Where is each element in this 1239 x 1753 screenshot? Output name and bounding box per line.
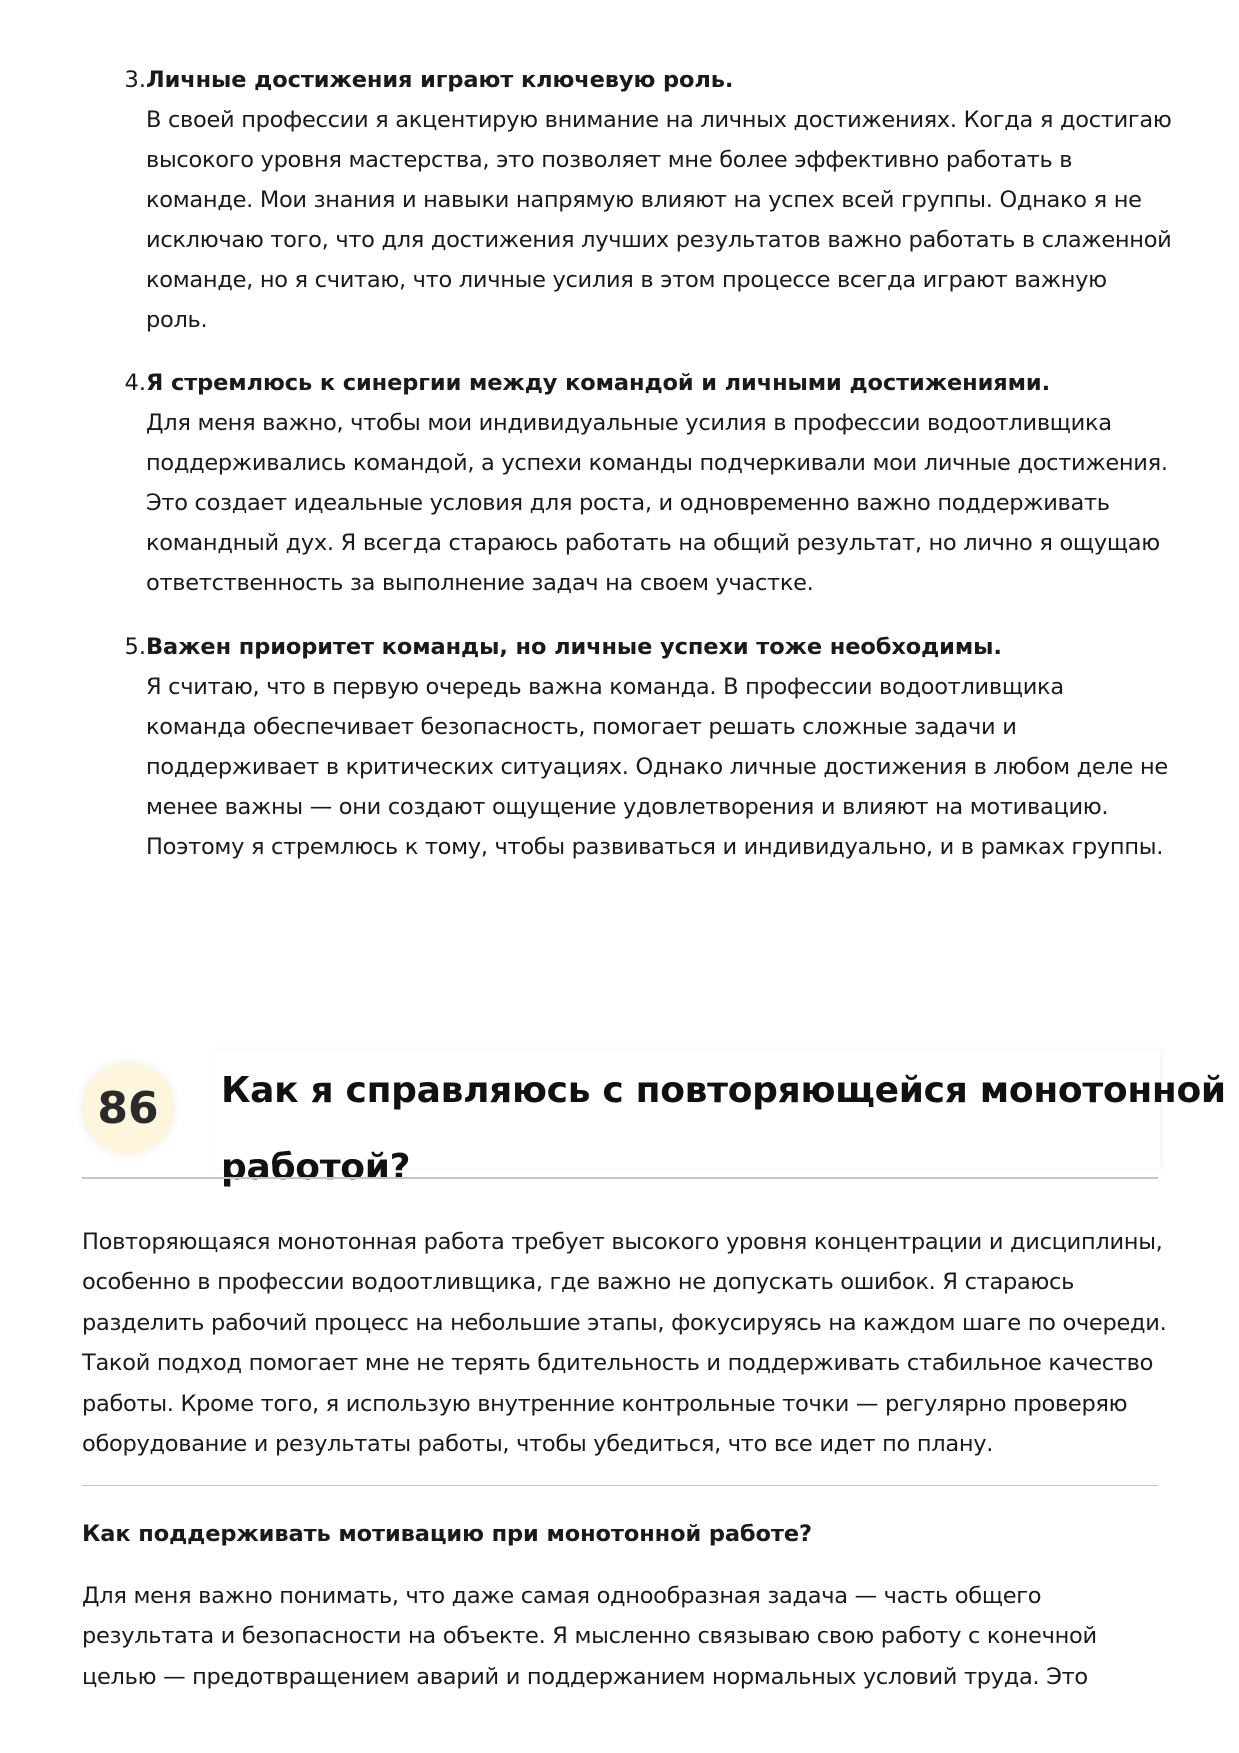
text-line: Я считаю, что в первую очередь важна команда. В профессии водоотливщика <box>146 674 1064 700</box>
list-number: 4. <box>124 370 146 396</box>
paragraph-divider <box>82 1485 1158 1486</box>
text-line: менее важны — они создают ощущение удовлетворения и влияют на мотивацию. <box>146 794 1109 820</box>
list-item-body <box>146 667 1168 867</box>
text-line: команде. Мои знания и навыки напрямую влияют на успех всей группы. Однако я не <box>146 187 1142 213</box>
list-item-body <box>146 403 1168 603</box>
section-title <box>221 1052 1226 1206</box>
text-line: высокого уровня мастерства, это позволяет мне более эффективно работать в <box>146 147 1073 173</box>
text-line: Для меня важно понимать, что даже самая однообразная задача — часть общего <box>82 1583 1042 1609</box>
list-number: 5. <box>124 634 146 660</box>
text-line: особенно в профессии водоотливщика, где важно не допускать ошибок. Я стараюсь <box>82 1269 1075 1296</box>
text-line: Это создает идеальные условия для роста, и одновременно важно поддерживать <box>146 490 1110 516</box>
text-line: Для меня важно, чтобы мои индивидуальные усилия в профессии водоотливщика <box>146 410 1112 436</box>
section-number-badge: 86 <box>82 1062 174 1154</box>
text-line: команде, но я считаю, что личные усилия в этом процессе всегда играют важную <box>146 267 1107 293</box>
list-item-heading: Я стремлюсь к синергии между командой и личными достижениями. <box>146 370 1051 396</box>
text-line: Такой подход помогает мне не терять бдительность и поддерживать стабильное качество <box>82 1350 1154 1377</box>
section-divider <box>82 1177 1158 1179</box>
section-title-line: работой? <box>221 1147 411 1188</box>
list-item-heading: Важен приоритет команды, но личные успехи тоже необходимы. <box>146 634 1002 660</box>
text-line: разделить рабочий процесс на небольшие этапы, фокусируясь на каждом шаге по очереди. <box>82 1309 1167 1336</box>
list-item-body <box>146 100 1172 340</box>
text-line: оборудование и результаты работы, чтобы убедиться, что все идет по плану. <box>82 1431 994 1458</box>
intro-paragraph <box>82 1222 1167 1464</box>
text-line: В своей профессии я акцентирую внимание на личных достижениях. Когда я достигаю <box>146 107 1172 133</box>
text-line: результата и безопасности на объекте. Я мысленно связываю свою работу с конечной <box>82 1623 1097 1650</box>
text-line: Поэтому я стремлюсь к тому, чтобы развиваться и индивидуально, и в рамках группы. <box>146 834 1164 860</box>
text-line: Повторяющаяся монотонная работа требует высокого уровня концентрации и дисциплины, <box>82 1229 1163 1255</box>
sub-paragraph <box>82 1576 1162 1697</box>
list-item-heading: Личные достижения играют ключевую роль. <box>146 67 734 93</box>
text-line: роль. <box>146 307 208 333</box>
text-line: команда обеспечивает безопасность, помогает решать сложные задачи и <box>146 714 1017 740</box>
list-number: 3. <box>124 67 146 93</box>
section-title-line: Как я справляюсь с повторяющейся монотонной <box>221 1070 1226 1111</box>
text-line: исключаю того, что для достижения лучших результатов важно работать в слаженной <box>146 227 1172 253</box>
text-line: командный дух. Я всегда стараюсь работать на общий результат, но лично я ощущаю <box>146 530 1160 556</box>
text-line: поддерживались командой, а успехи команды подчеркивали мои личные достижения. <box>146 450 1168 476</box>
text-line: ответственность за выполнение задач на своем участке. <box>146 570 814 596</box>
text-line: целью — предотвращением аварий и поддержанием нормальных условий труда. Это <box>82 1663 1088 1690</box>
subheading: Как поддерживать мотивацию при монотонной работе? <box>82 1521 812 1547</box>
text-line: поддерживает в критических ситуациях. Однако личные достижения в любом деле не <box>146 754 1168 780</box>
text-line: работы. Кроме того, я использую внутренние контрольные точки — регулярно проверяю <box>82 1390 1128 1417</box>
